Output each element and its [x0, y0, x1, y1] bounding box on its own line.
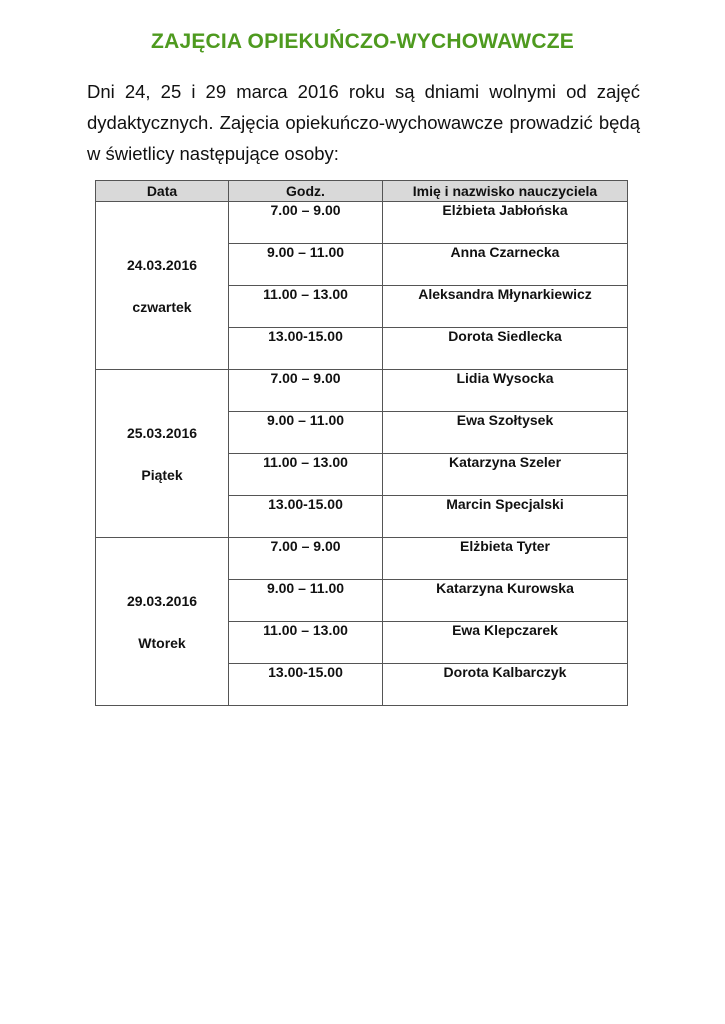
- day-date: 24.03.2016: [126, 256, 198, 273]
- intro-paragraph: [87, 76, 640, 169]
- hours-cell: 7.00 – 9.00: [229, 202, 383, 244]
- column-header-teacher: Imię i nazwisko nauczyciela: [383, 181, 628, 202]
- hours-cell: 11.00 – 13.00: [229, 622, 383, 664]
- hours-cell: 13.00-15.00: [229, 328, 383, 370]
- hours-cell: 13.00-15.00: [229, 664, 383, 706]
- hours-cell: 13.00-15.00: [229, 496, 383, 538]
- table-row: [96, 202, 628, 244]
- column-header-date: Data: [96, 181, 229, 202]
- table-row: [96, 370, 628, 412]
- hours-cell: 11.00 – 13.00: [229, 454, 383, 496]
- hours-cell: 9.00 – 11.00: [229, 580, 383, 622]
- column-header-hours: Godz.: [229, 181, 383, 202]
- teacher-cell: Elżbieta Tyter: [383, 538, 628, 580]
- hours-cell: 11.00 – 13.00: [229, 286, 383, 328]
- day-date: 25.03.2016: [126, 424, 198, 441]
- day-weekday: Wtorek: [138, 634, 186, 651]
- page-title: ZAJĘCIA OPIEKUŃCZO-WYCHOWAWCZE: [151, 30, 574, 53]
- teacher-cell: Katarzyna Szeler: [383, 454, 628, 496]
- hours-cell: 7.00 – 9.00: [229, 538, 383, 580]
- table-header-row: [96, 181, 628, 202]
- day-weekday: Piątek: [141, 466, 183, 483]
- day-date: 29.03.2016: [126, 592, 198, 609]
- hours-cell: 9.00 – 11.00: [229, 244, 383, 286]
- teacher-cell: Dorota Siedlecka: [383, 328, 628, 370]
- teacher-cell: Marcin Specjalski: [383, 496, 628, 538]
- teacher-cell: Dorota Kalbarczyk: [383, 664, 628, 706]
- hours-cell: 7.00 – 9.00: [229, 370, 383, 412]
- table-row: [96, 538, 628, 580]
- teacher-cell: Elżbieta Jabłońska: [383, 202, 628, 244]
- schedule-body: [96, 202, 628, 706]
- teacher-cell: Ewa Klepczarek: [383, 622, 628, 664]
- day-cell: [96, 202, 229, 370]
- hours-cell: 9.00 – 11.00: [229, 412, 383, 454]
- teacher-cell: Ewa Szołtysek: [383, 412, 628, 454]
- day-cell: [96, 538, 229, 706]
- teacher-cell: Lidia Wysocka: [383, 370, 628, 412]
- day-weekday: czwartek: [132, 298, 192, 315]
- teacher-cell: Anna Czarnecka: [383, 244, 628, 286]
- teacher-cell: Aleksandra Młynarkiewicz: [383, 286, 628, 328]
- teacher-cell: Katarzyna Kurowska: [383, 580, 628, 622]
- schedule-table: [95, 180, 628, 706]
- day-cell: [96, 370, 229, 538]
- intro-text: Dni 24, 25 i 29 marca 2016 roku są dniami wolnymi od zajęć dydaktycznych. Zajęcia opiekuńczo-wychowawcze prowadzić będą w świetlicy następujące osoby:: [87, 81, 640, 164]
